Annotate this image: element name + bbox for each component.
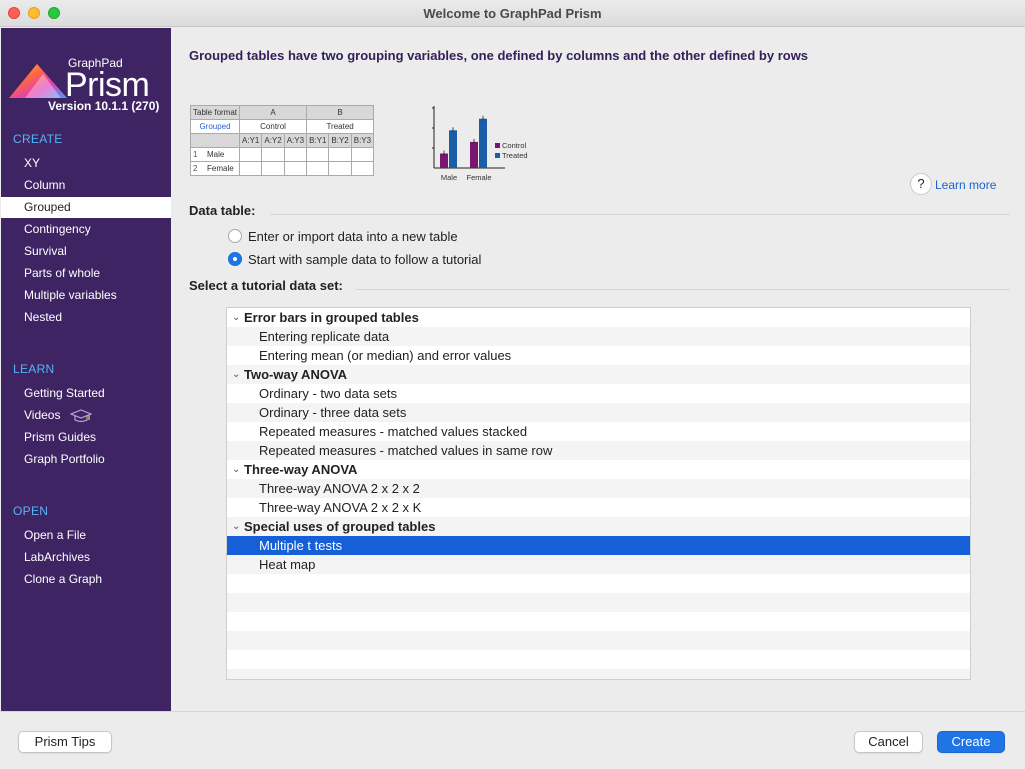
radio-button[interactable] (228, 229, 242, 243)
legend-label: Treated (502, 151, 528, 160)
tree-row-label: Two-way ANOVA (244, 367, 348, 382)
sidebar-item-videos-label: Videos (24, 408, 61, 422)
sidebar-item-grouped[interactable]: Grouped (1, 197, 171, 218)
preview-col-header: A:Y3 (284, 134, 306, 148)
bar-treated-female (479, 119, 487, 168)
tree-blank-row (227, 631, 970, 650)
brand-large: Prism (65, 66, 150, 104)
sidebar-item-clone-graph[interactable]: Clone a Graph (24, 572, 103, 586)
preview-title-b: Treated (307, 120, 374, 134)
tree-blank-row (227, 650, 970, 669)
graduation-cap-icon (70, 408, 92, 424)
window-title: Welcome to GraphPad Prism (423, 6, 602, 21)
tree-group-row[interactable] (227, 460, 970, 479)
tree-row-label: Ordinary - three data sets (259, 405, 407, 420)
data-table-label: Data table: (189, 203, 256, 218)
help-button[interactable]: ? (910, 173, 932, 195)
brand-small: GraphPad (68, 56, 123, 70)
divider (270, 214, 1010, 215)
x-tick-label: Female (466, 173, 492, 182)
tree-row-label: Ordinary - two data sets (259, 386, 397, 401)
preview-blank-header (191, 134, 240, 148)
title-bar (0, 0, 1025, 27)
radio-sample-data[interactable]: Start with sample data to follow a tutorial (228, 250, 481, 268)
legend-swatch (495, 153, 500, 158)
tree-item-row[interactable] (227, 384, 970, 403)
tree-group-row[interactable] (227, 517, 970, 536)
tree-row-label: Special uses of grouped tables (244, 519, 436, 534)
radio-new-table[interactable]: Enter or import data into a new table (228, 227, 458, 245)
tutorial-set-label: Select a tutorial data set: (189, 278, 343, 293)
divider (356, 289, 1010, 290)
tree-blank-row (227, 612, 970, 631)
preview-col-header: B:Y2 (329, 134, 351, 148)
legend-label: Control (502, 141, 527, 150)
preview-title-a: Control (240, 120, 307, 134)
main-panel (172, 28, 1025, 711)
preview-col-header: B:Y1 (307, 134, 329, 148)
chevron-down-icon[interactable]: ⌄ (232, 369, 241, 380)
tree-item-row[interactable] (227, 422, 970, 441)
tree-row-label: Repeated measures - matched values stacked (259, 424, 528, 439)
create-section-head: CREATE (13, 132, 63, 146)
learn-section-head: LEARN (13, 362, 55, 376)
sidebar-item-column[interactable]: Column (24, 178, 66, 192)
sidebar-item-videos[interactable] (1, 405, 171, 426)
table-format-preview (190, 105, 374, 176)
tree-row-label: Repeated measures - matched values in same row (259, 443, 553, 458)
preview-col-header: B:Y3 (351, 134, 373, 148)
bar-control-female (470, 142, 478, 168)
open-section-head: OPEN (13, 504, 49, 518)
tree-row-label: Entering mean (or median) and error values (259, 348, 512, 363)
sidebar-item-contingency[interactable]: Contingency (24, 222, 91, 236)
sidebar-item-graph-portfolio[interactable]: Graph Portfolio (24, 452, 105, 466)
learn-more-link[interactable]: Learn more (935, 178, 997, 192)
chevron-down-icon[interactable]: ⌄ (232, 521, 241, 532)
sidebar-item-prism-guides[interactable]: Prism Guides (24, 430, 97, 444)
chevron-down-icon[interactable]: ⌄ (232, 312, 241, 323)
tree-row-label: Entering replicate data (259, 329, 390, 344)
sidebar-item-nested[interactable]: Nested (24, 310, 63, 324)
sidebar-item-labarchives[interactable]: LabArchives (24, 550, 91, 564)
create-button[interactable]: Create (937, 731, 1005, 753)
tree-group-row[interactable] (227, 365, 970, 384)
tree-row-label: Three-way ANOVA (244, 462, 358, 477)
preview-col-header: A:Y1 (240, 134, 262, 148)
tree-item-row[interactable] (227, 327, 970, 346)
tree-blank-row (227, 669, 970, 680)
legend-swatch (495, 143, 500, 148)
chevron-down-icon[interactable]: ⌄ (232, 464, 241, 475)
tree-group-row[interactable] (227, 308, 970, 327)
sidebar-item-getting-started[interactable]: Getting Started (24, 386, 105, 400)
tutorial-tree[interactable] (226, 307, 971, 680)
preview-corner-bottom: Grouped (191, 120, 240, 134)
preview-col-header: A:Y2 (262, 134, 284, 148)
sidebar-item-survival[interactable]: Survival (24, 244, 67, 258)
preview-row-label: 2 Female (191, 162, 240, 176)
cancel-button[interactable]: Cancel (854, 731, 923, 753)
tree-item-row[interactable] (227, 403, 970, 422)
tree-row-label: Three-way ANOVA 2 x 2 x K (259, 500, 422, 515)
tree-blank-row (227, 574, 970, 593)
bar-control-male (440, 154, 448, 169)
page-title: Grouped tables have two grouping variables, one defined by columns and the other defined by rows (189, 48, 809, 63)
sidebar-item-parts-of-whole[interactable]: Parts of whole (24, 266, 101, 280)
preview-corner-top: Table format (191, 106, 240, 120)
tree-row-label: Error bars in grouped tables (244, 310, 419, 325)
tree-row-label: Three-way ANOVA 2 x 2 x 2 (259, 481, 420, 496)
prism-tips-button[interactable]: Prism Tips (18, 731, 112, 753)
footer-bar (0, 711, 1025, 769)
tree-item-row[interactable] (227, 555, 970, 574)
tree-item-row[interactable] (227, 346, 970, 365)
sidebar-item-open-file[interactable]: Open a File (24, 528, 87, 542)
tree-row-label: Multiple t tests (259, 538, 343, 553)
tree-blank-row (227, 593, 970, 612)
tree-item-row[interactable] (227, 536, 970, 555)
preview-group-b: B (307, 106, 374, 120)
sidebar-item-multiple-variables[interactable]: Multiple variables (24, 288, 117, 302)
tree-item-row[interactable] (227, 441, 970, 460)
bar-treated-male (449, 130, 457, 168)
tree-item-row[interactable] (227, 498, 970, 517)
sidebar (1, 28, 171, 711)
sidebar-item-xy[interactable]: XY (24, 156, 41, 170)
preview-group-a: A (240, 106, 307, 120)
radio-button-selected[interactable] (228, 252, 242, 266)
x-tick-label: Male (440, 173, 458, 182)
tree-item-row[interactable] (227, 479, 970, 498)
tree-row-label: Heat map (259, 557, 316, 572)
grouped-graph-preview (430, 104, 540, 184)
version-label: Version 10.1.1 (270) (48, 99, 160, 113)
preview-row-label: 1 Male (191, 148, 240, 162)
